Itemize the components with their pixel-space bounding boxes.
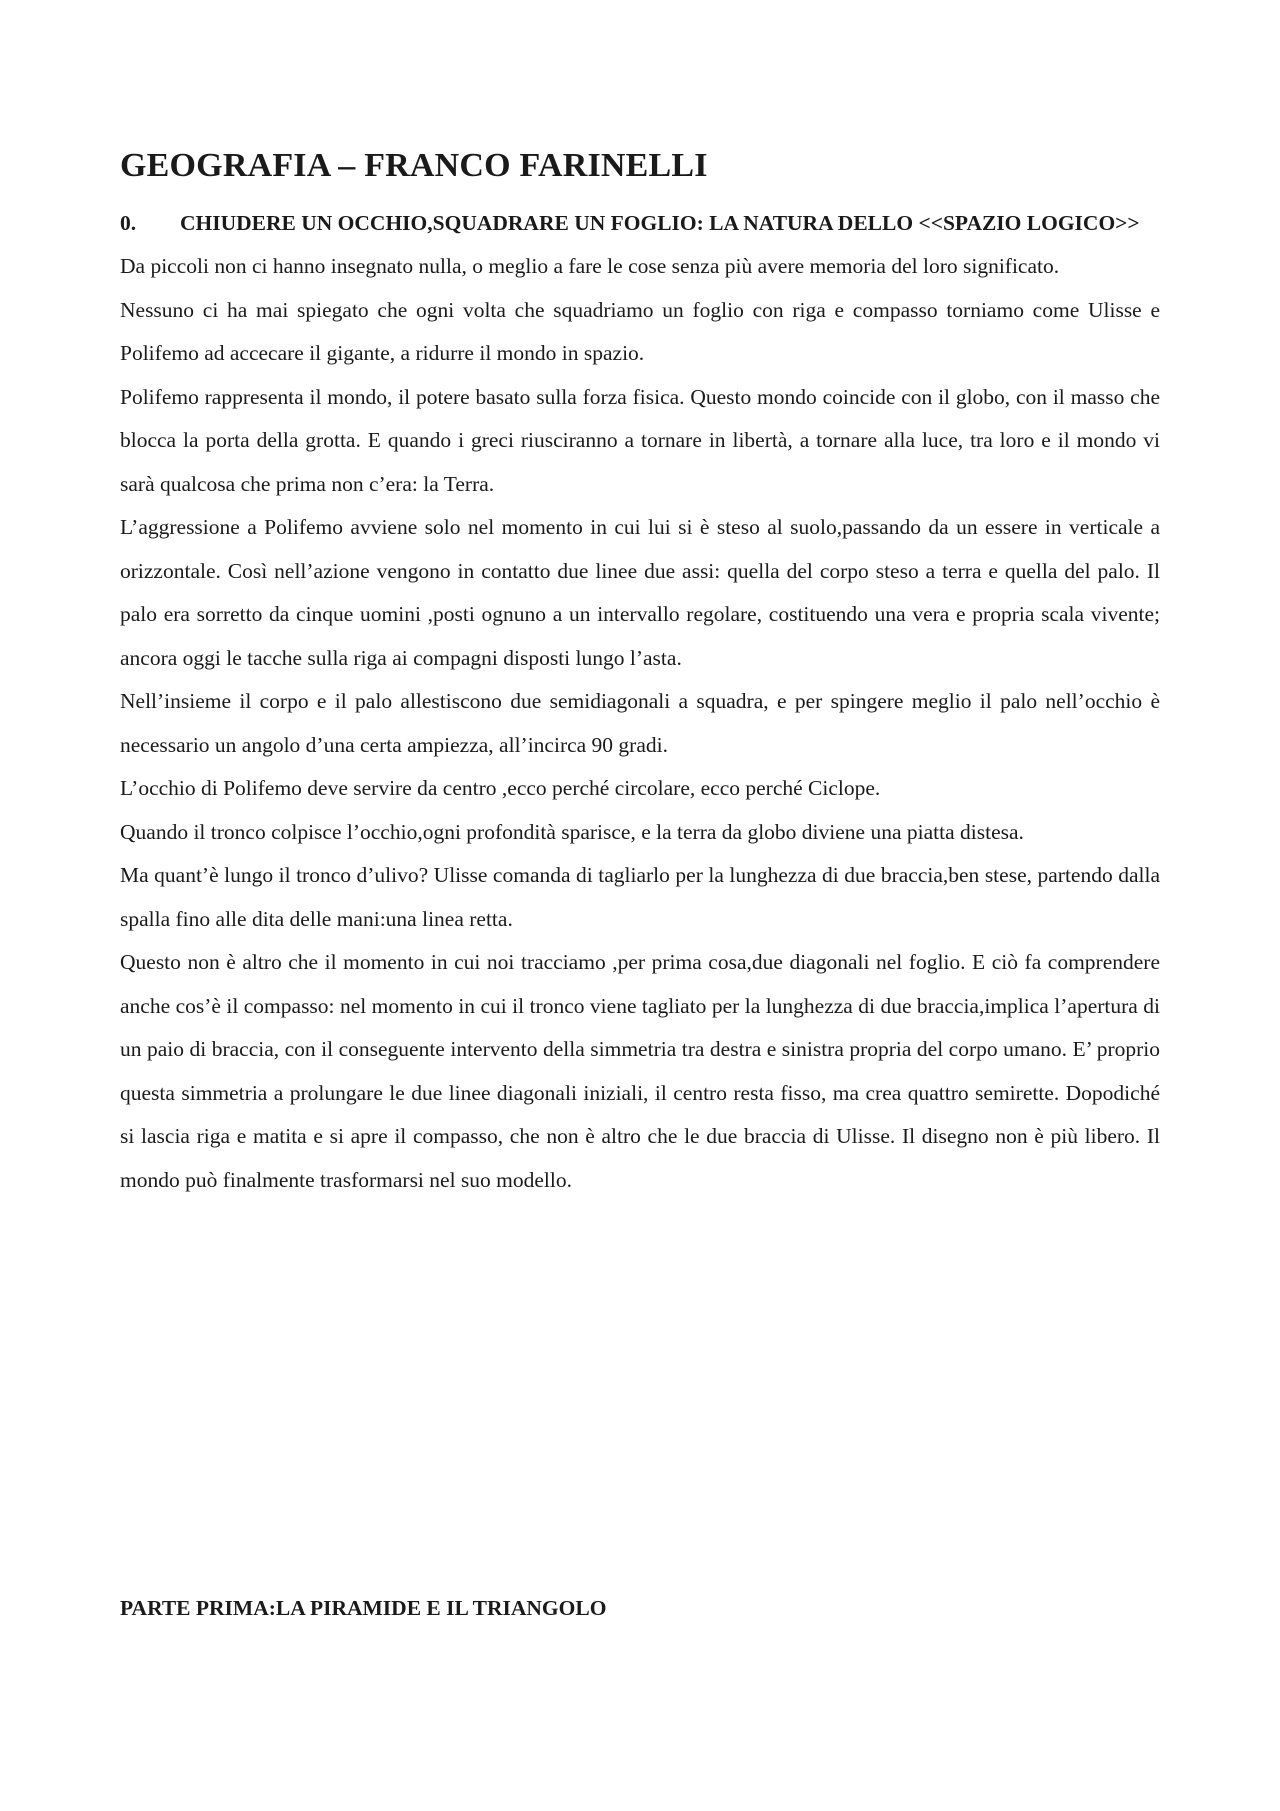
part-heading: PARTE PRIMA:LA PIRAMIDE E IL TRIANGOLO: [120, 1596, 607, 1620]
paragraph: Quando il tronco colpisce l’occhio,ogni profondità sparisce, e la terra da globo diviene una piatta distesa.: [120, 819, 1024, 844]
paragraph: Nessuno ci ha mai spiegato che ogni volta che squadriamo un foglio con riga e compasso torniamo come Ulisse e Polifemo ad accecare il gigante, a ridurre il mondo in spazio.: [120, 297, 1160, 365]
paragraph: L’occhio di Polifemo deve servire da centro ,ecco perché circolare, ecco perché Ciclope.: [120, 776, 881, 800]
section-title: CHIUDERE UN OCCHIO,SQUADRARE UN FOGLIO: LA NATURA DELLO <<SPAZIO LOGICO>>: [180, 210, 1140, 235]
section-number: 0.: [120, 210, 137, 235]
section-heading: [120, 202, 1160, 246]
paragraph: Ma quant’è lungo il tronco d’ulivo? Ulisse comanda di tagliarlo per la lunghezza di due braccia,ben stese, partendo dalla spalla fino alle dita delle mani:una linea retta.: [120, 863, 1160, 931]
paragraph: Da piccoli non ci hanno insegnato nulla, o meglio a fare le cose senza più avere memoria del loro significato.: [120, 254, 1060, 278]
paragraph: Questo non è altro che il momento in cui noi tracciamo ,per prima cosa,due diagonali nel foglio. E ciò fa comprendere anche cos’è il compasso: nel momento in cui il tronco viene tagliato per la lunghezza di due braccia,implica l’apertura di un paio di braccia, con il conseguente intervento della simmetria tra destra e sinistra propria del corpo umano. E’ proprio questa simmetria a prolungare le due linee diagonali iniziali, il centro resta fisso, ma crea quattro semirette. Dopodiché si lascia riga e matita e si apre il compasso, che non è altro che le due braccia di Ulisse. Il disegno non è più libero. Il mondo può finalmente trasformarsi nel suo modello.: [120, 950, 1160, 1192]
paragraph: Nell’insieme il corpo e il palo allestiscono due semidiagonali a squadra, e per spingere meglio il palo nell’occhio è necessario un angolo d’una certa ampiezza, all’incirca 90 gradi.: [120, 689, 1160, 757]
document-title: GEOGRAFIA – FRANCO FARINELLI: [120, 147, 708, 184]
paragraph: Polifemo rappresenta il mondo, il potere basato sulla forza fisica. Questo mondo coincide con il globo, con il masso che blocca la porta della grotta. E quando i greci riusciranno a tornare in libertà, a tornare alla luce, tra loro e il mondo vi sarà qualcosa che prima non c’era: la Terra.: [120, 384, 1160, 496]
paragraph: L’aggressione a Polifemo avviene solo nel momento in cui lui si è steso al suolo,passando da un essere in verticale a orizzontale. Così nell’azione vengono in contatto due linee due assi: quella del corpo steso a terra e quella del palo. Il palo era sorretto da cinque uomini ,posti ognuno a un intervallo regolare, costituendo una vera e propria scala vivente; ancora oggi le tacche sulla riga ai compagni disposti lungo l’asta.: [120, 515, 1160, 670]
document-page: [120, 145, 1160, 1202]
